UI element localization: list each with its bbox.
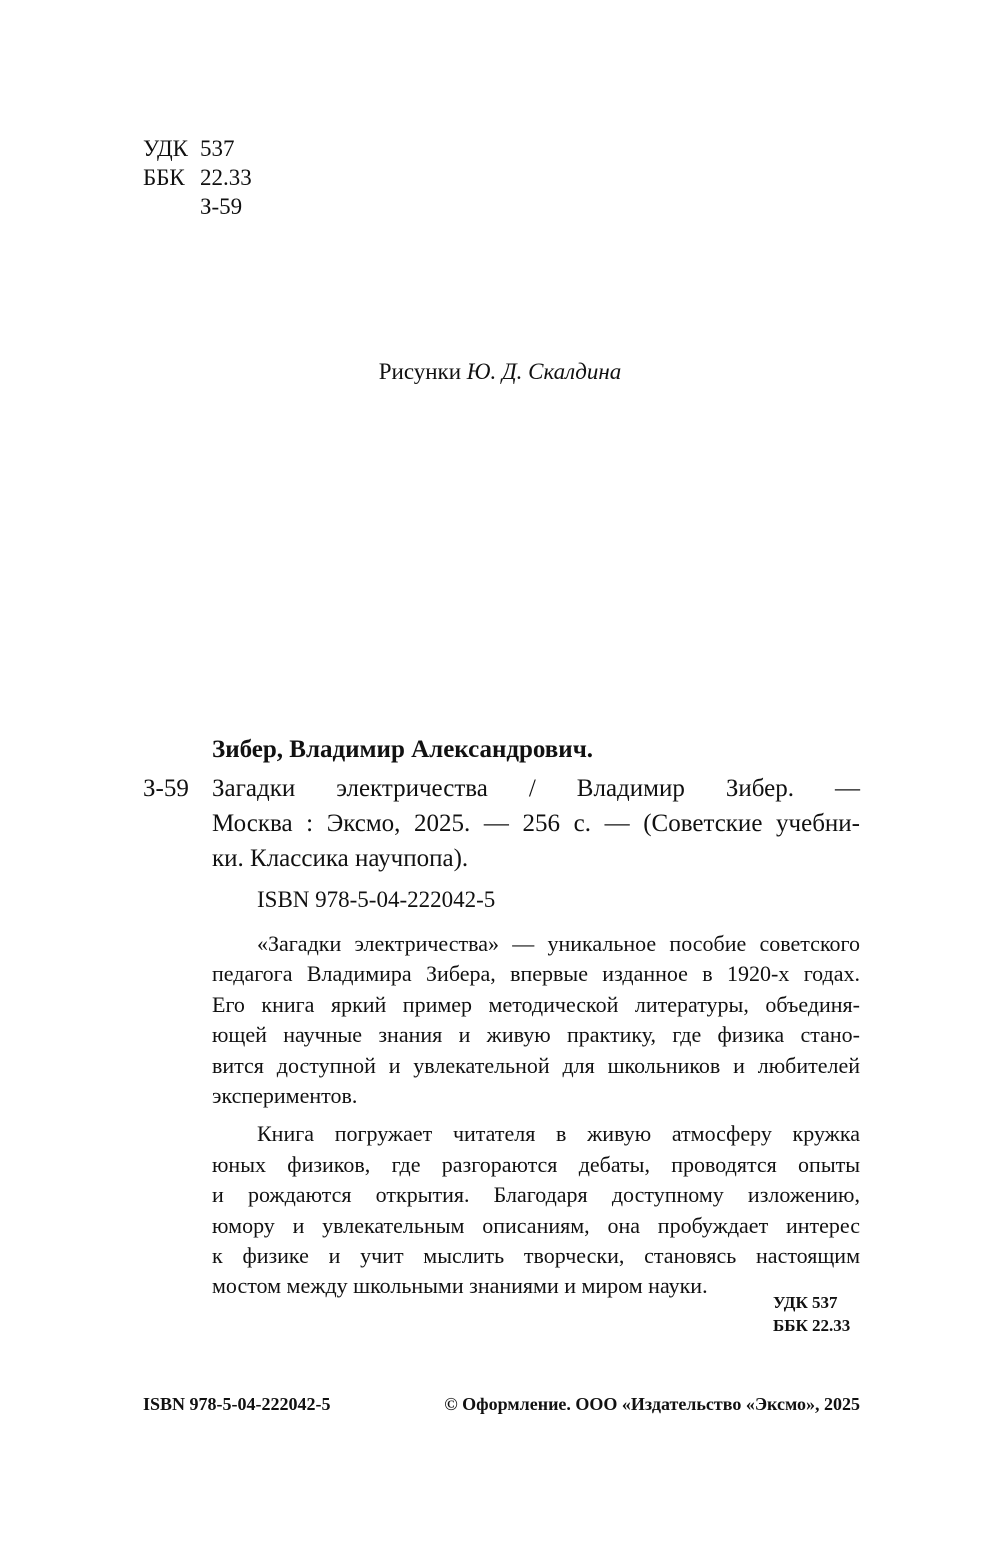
footer-copyright: © Оформление. ООО «Издательство «Эксмо», 2025: [444, 1394, 860, 1414]
udk-row: [143, 134, 235, 163]
illustrator-credit: [0, 357, 1000, 386]
annotation: [212, 929, 860, 1302]
bbk-value: 22.33: [200, 165, 252, 190]
author-mark-top: З-59: [200, 194, 243, 219]
bbk-label: ББК: [143, 165, 185, 190]
illustrator-prefix: Рисунки: [378, 359, 462, 384]
annotation-line: Его книга яркий пример методической литературы, объединя-: [212, 991, 860, 1017]
catalog-line: Загадки электричества / Владимир Зибер. —: [212, 775, 860, 802]
bottom-bbk: ББК 22.33: [773, 1316, 851, 1335]
bottom-codes: [773, 1291, 850, 1337]
catalog-author: Зибер, Владимир Александрович.: [212, 736, 594, 763]
annotation-line: и рождаются открытия. Благодаря доступному изложению,: [212, 1182, 860, 1208]
catalog-description: [212, 771, 860, 876]
catalog-author-mark: З-59: [143, 775, 189, 802]
illustrator-name: Ю. Д. Скалдина: [466, 359, 622, 384]
catalog-line: ки. Классика научпопа).: [212, 845, 469, 872]
annotation-line: мостом между школьными знаниями и миром науки.: [212, 1273, 708, 1299]
footer-isbn: ISBN 978-5-04-222042-5: [143, 1394, 331, 1414]
bbk-row: [143, 163, 252, 192]
annotation-line: юмору и увлекательным описаниям, она пробуждает интерес: [212, 1212, 860, 1238]
catalog-isbn: ISBN 978-5-04-222042-5: [257, 887, 496, 912]
annotation-line: к физике и учит мыслить творчески, становясь настоящим: [212, 1243, 860, 1269]
annotation-line: экспериментов.: [212, 1083, 358, 1109]
annotation-line: юных физиков, где разгораются дебаты, проводятся опыты: [212, 1151, 860, 1177]
udk-label: УДК: [143, 136, 188, 161]
catalog-line: Москва : Эксмо, 2025. — 256 с. — (Советские учебни-: [212, 810, 860, 837]
bottom-udk: УДК 537: [773, 1293, 838, 1312]
annotation-line: Книга погружает читателя в живую атмосферу кружка: [257, 1121, 860, 1147]
annotation-line: «Загадки электричества» — уникальное пособие советского: [257, 931, 860, 956]
annotation-line: вится доступной и увлекательной для школьников и любителей: [212, 1052, 860, 1078]
udk-value: 537: [200, 136, 235, 161]
annotation-line: ющей научные знания и живую практику, где физика стано-: [212, 1022, 860, 1048]
annotation-line: педагога Владимира Зибера, впервые изданное в 1920-х годах.: [212, 961, 860, 987]
